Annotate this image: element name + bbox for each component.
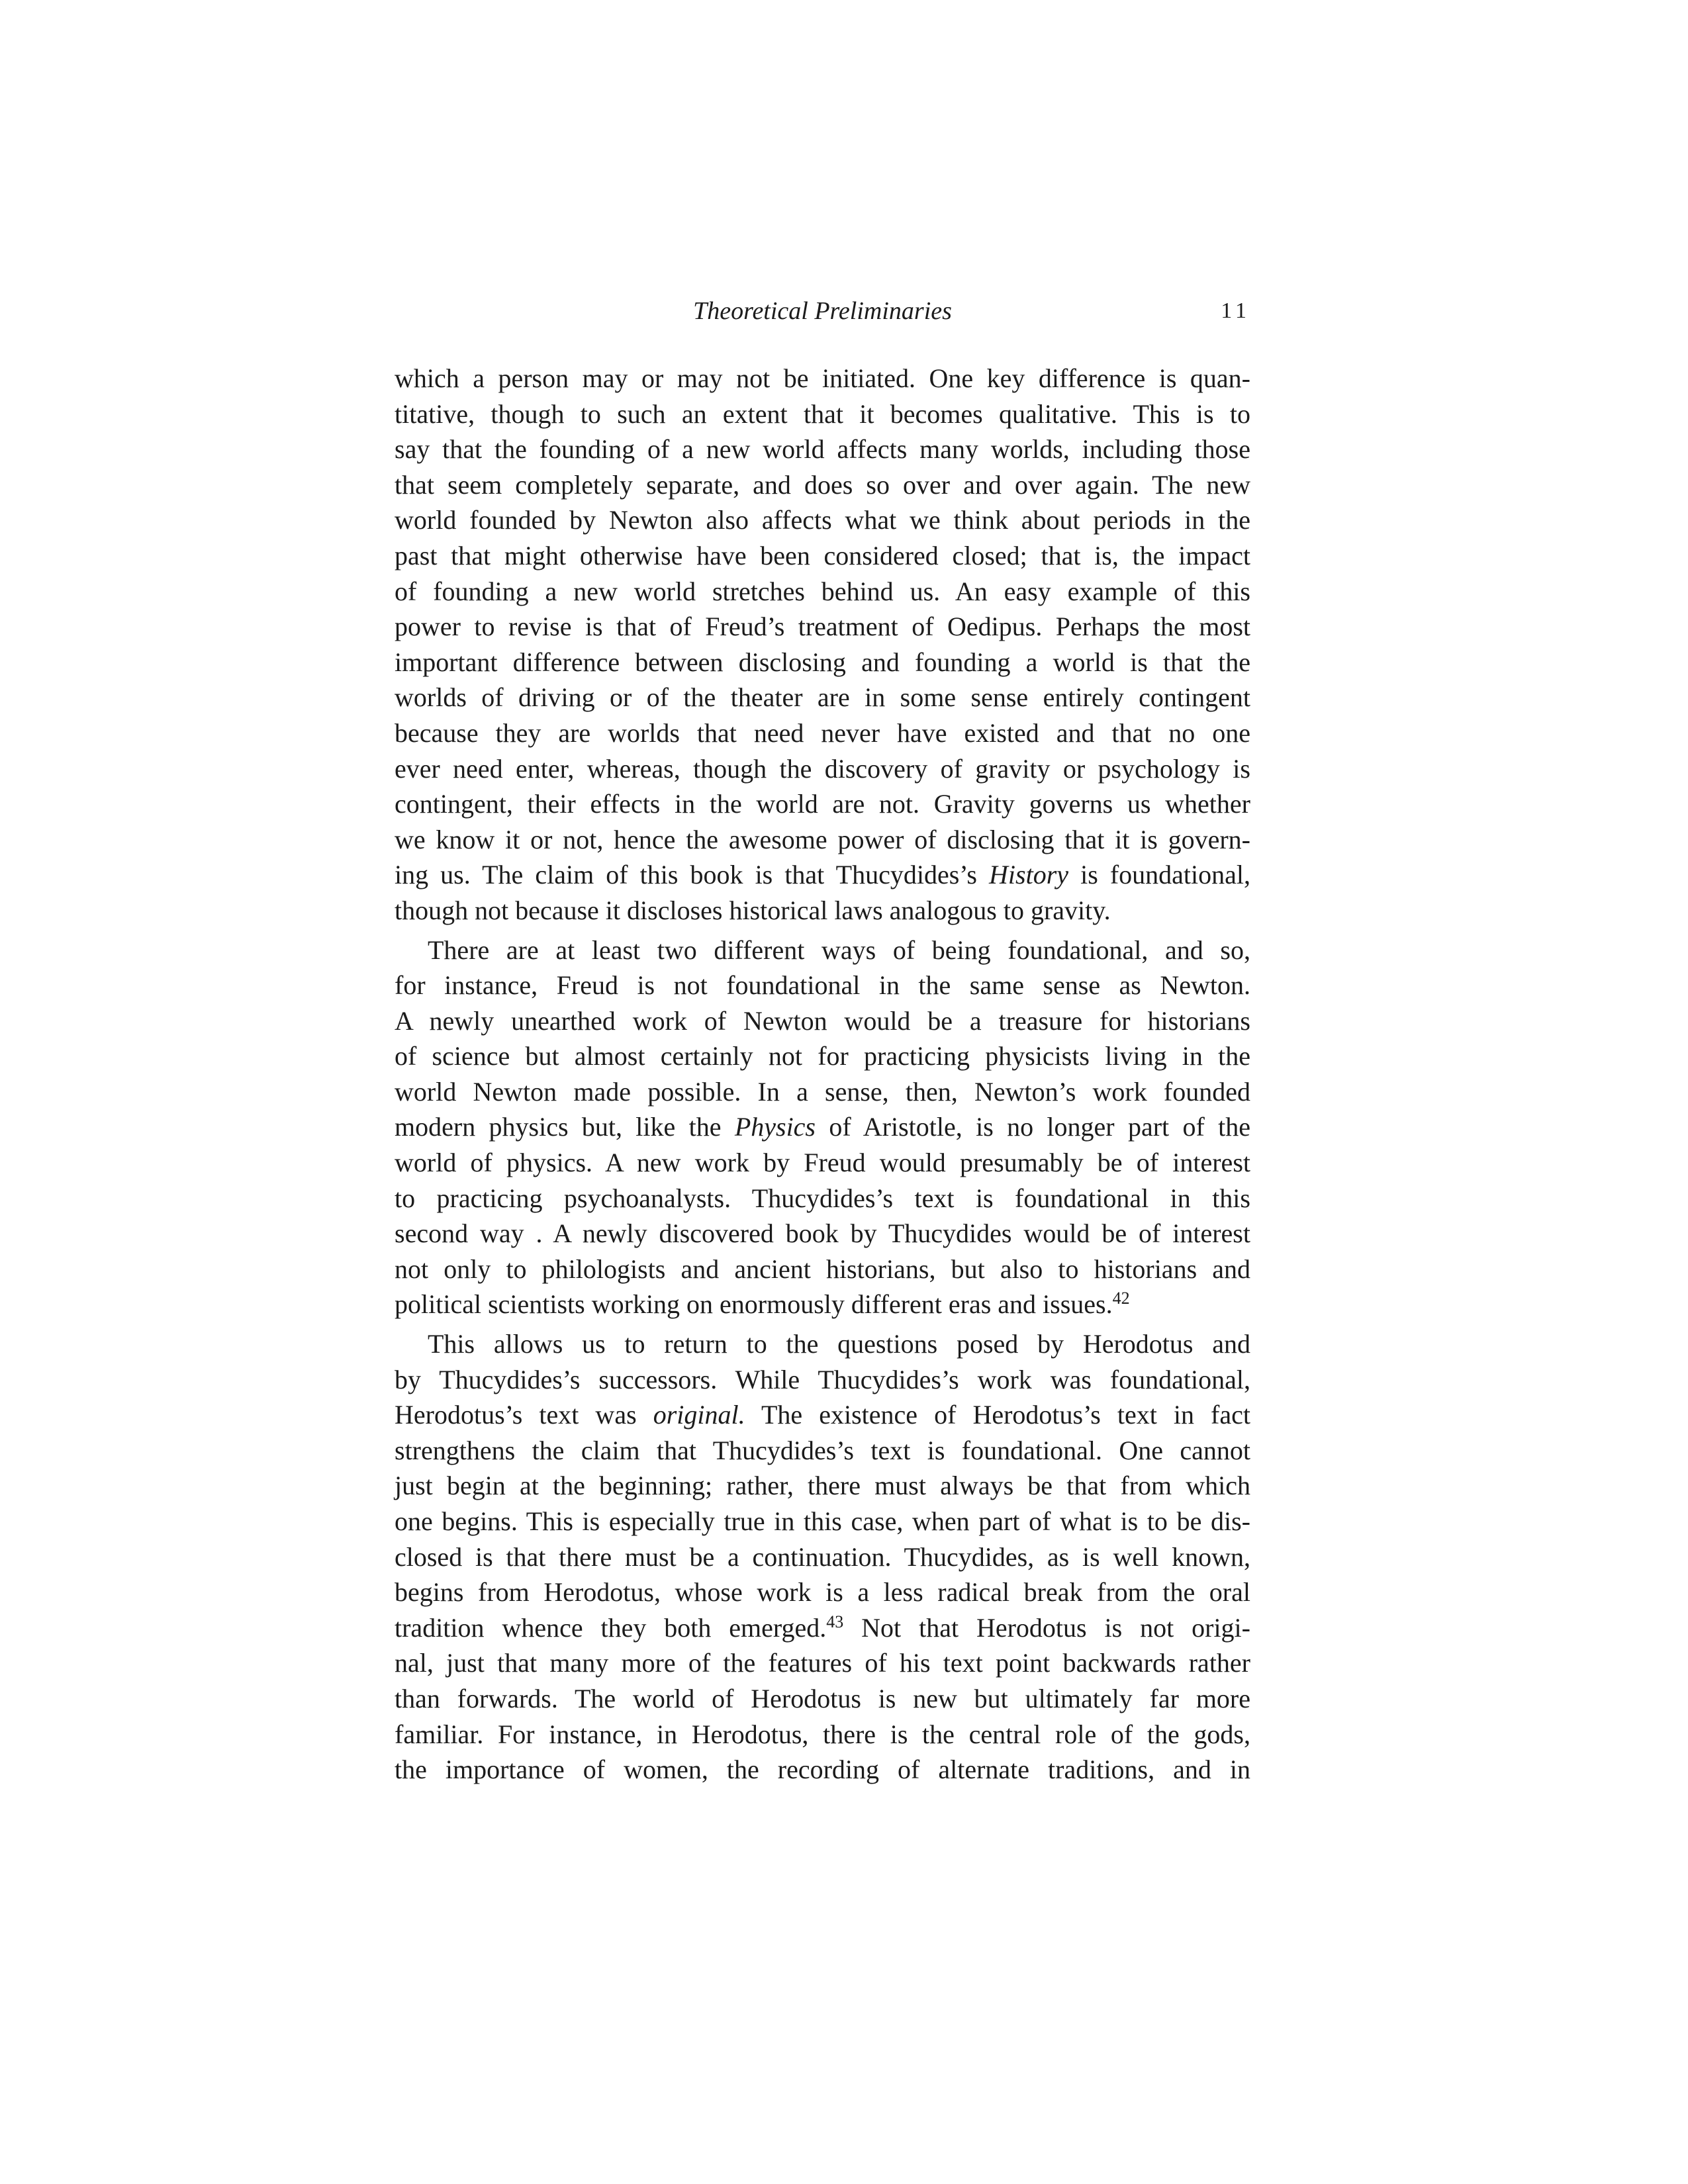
- text-line: nal, just that many more of the features of his text point backwards rather: [395, 1648, 1250, 1678]
- text-line: we know it or not, hence the awesome power of disclosing that it is govern-: [395, 824, 1250, 854]
- text-line: of science but almost certainly not for practicing physicists living in the: [395, 1041, 1250, 1071]
- running-head: [395, 291, 1250, 331]
- text-line: which a person may or may not be initiated. One key difference is quan-: [395, 363, 1250, 393]
- paragraph-2: [395, 933, 1250, 1323]
- text-line: world of physics. A new work by Freud would presumably be of interest: [395, 1148, 1250, 1178]
- text-line: This allows us to return to the questions posed by Herodotus and: [428, 1329, 1250, 1359]
- line-text: The existence of Herodotus’s text in fact: [745, 1400, 1250, 1430]
- text-line: by Thucydides’s successors. While Thucydides’s work was foundational,: [395, 1364, 1250, 1394]
- line-text: ing us. The claim of this book is that Thucydides’s: [395, 860, 990, 890]
- line-text: political scientists working on enormously different eras and issues.: [395, 1289, 1113, 1320]
- text-line: power to revise is that of Freud’s treatment of Oedipus. Perhaps the most: [395, 612, 1250, 642]
- line-text: tradition whence they both emerged.: [395, 1612, 827, 1643]
- text-line: past that might otherwise have been considered closed; that is, the impact: [395, 540, 1250, 570]
- footnote-ref-43[interactable]: 43: [826, 1612, 844, 1631]
- text-line: not only to philologists and ancient historians, but also to historians and: [395, 1253, 1250, 1284]
- text-line: say that the founding of a new world affects many worlds, including those: [395, 434, 1250, 465]
- line-text: of Aristotle, is no longer part of the: [816, 1112, 1250, 1142]
- text-line: though not because it discloses historical laws analogous to gravity.: [395, 895, 1111, 925]
- body-text: [395, 361, 1250, 1788]
- text-line: one begins. This is especially true in this case, when part of what is to be dis-: [395, 1506, 1250, 1536]
- text-line: [395, 857, 1250, 893]
- text-line: the importance of women, the recording of alternate traditions, and in: [395, 1754, 1250, 1785]
- text-line: that seem completely separate, and does so over and over again. The new: [395, 469, 1250, 500]
- text-line: than forwards. The world of Herodotus is new but ultimately far more: [395, 1683, 1250, 1713]
- text-line: contingent, their effects in the world are not. Gravity governs us whether: [395, 789, 1250, 819]
- text-line: ever need enter, whereas, though the discovery of gravity or psychology is: [395, 753, 1250, 784]
- text-line: titative, though to such an extent that it becomes qualitative. This is to: [395, 398, 1250, 429]
- text-line: closed is that there must be a continuation. Thucydides, as is well known,: [395, 1541, 1250, 1572]
- text-line: because they are worlds that need never have existed and that no one: [395, 717, 1250, 748]
- book-title-physics: Physics: [734, 1112, 816, 1142]
- text-line: important difference between disclosing and founding a world is that the: [395, 647, 1250, 677]
- text-line: There are at least two different ways of being foundational, and so,: [428, 934, 1250, 965]
- text-line: just begin at the beginning; rather, there must always be that from which: [395, 1471, 1250, 1501]
- text-line: second way . A newly discovered book by Thucydides would be of interest: [395, 1218, 1250, 1249]
- text-line: for instance, Freud is not foundational in the same sense as Newton.: [395, 970, 1250, 1001]
- page-number: 11: [1221, 298, 1250, 323]
- text-line: [395, 1397, 1250, 1433]
- footnote-ref-42[interactable]: 42: [1112, 1289, 1130, 1308]
- text-line: world Newton made possible. In a sense, then, Newton’s work founded: [395, 1076, 1250, 1107]
- text-line: to practicing psychoanalysts. Thucydides’s text is foundational in this: [395, 1183, 1250, 1213]
- text-line: begins from Herodotus, whose work is a less radical break from the oral: [395, 1577, 1250, 1608]
- text-line: A newly unearthed work of Newton would be a treasure for historians: [395, 1005, 1250, 1036]
- text-line: familiar. For instance, in Herodotus, there is the central role of the gods,: [395, 1719, 1250, 1749]
- running-title: Theoretical Preliminaries: [693, 297, 952, 325]
- text-line: strengthens the claim that Thucydides’s text is foundational. One cannot: [395, 1435, 1250, 1465]
- line-text: is foundational,: [1068, 860, 1250, 890]
- line-text: Not that Herodotus is not origi-: [843, 1612, 1250, 1643]
- text-line: world founded by Newton also affects what we think about periods in the: [395, 505, 1250, 535]
- text-line: of founding a new world stretches behind us. An easy example of this: [395, 576, 1250, 606]
- paragraph-3: [395, 1326, 1250, 1788]
- text-line: [395, 1610, 1250, 1646]
- emphasis-original: original.: [653, 1400, 745, 1430]
- text-line: [395, 1287, 1250, 1322]
- text-line: worlds of driving or of the theater are in some sense entirely contingent: [395, 682, 1250, 713]
- paragraph-1: [395, 361, 1250, 929]
- line-text: Herodotus’s text was: [395, 1400, 653, 1430]
- book-title-history: History: [989, 860, 1069, 890]
- text-line: [395, 1109, 1250, 1145]
- line-text: modern physics but, like the: [395, 1112, 735, 1142]
